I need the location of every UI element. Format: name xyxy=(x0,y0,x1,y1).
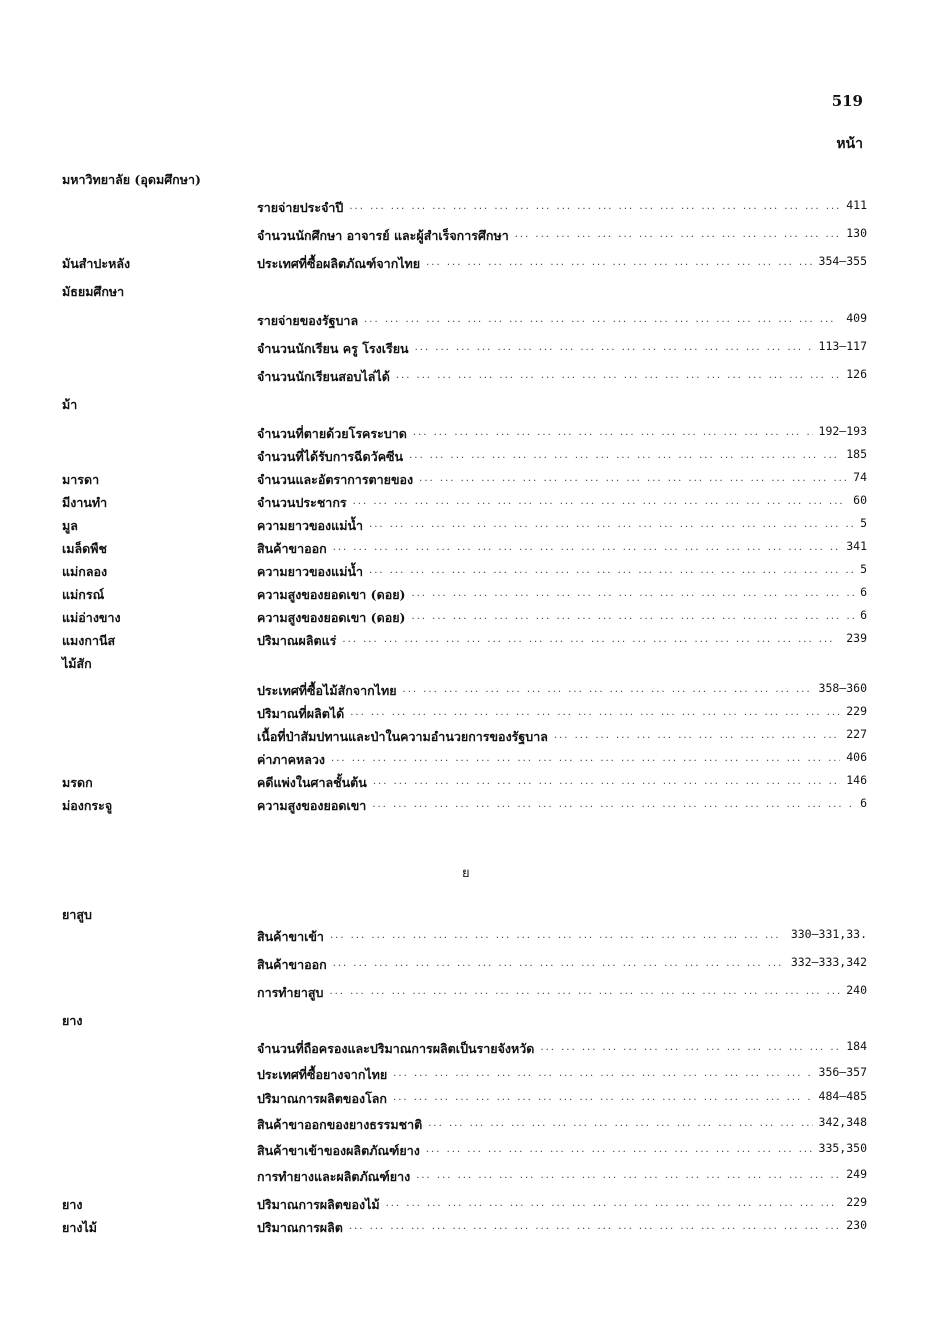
index-row xyxy=(62,1089,867,1115)
index-entry xyxy=(257,470,867,490)
entry-page-ref: 74 xyxy=(853,470,867,484)
dot-leader xyxy=(369,562,854,582)
entry-description: จำนวนที่ตายด้วยโรคระบาด xyxy=(257,426,407,441)
entry-description: จำนวนที่ได้รับการฉีดวัคซีน xyxy=(257,449,404,464)
index-entry xyxy=(257,983,867,1003)
entry-description: สินค้าขาเข้า xyxy=(257,929,324,944)
entry-description: จำนวนประชากร xyxy=(257,495,347,510)
dot-leader xyxy=(369,516,854,536)
entry-description: จำนวนและอัตราการตายของ xyxy=(257,472,414,487)
index-entry xyxy=(257,796,867,816)
entry-page-ref: 240 xyxy=(846,983,867,997)
index-row xyxy=(62,927,867,955)
index-entry xyxy=(257,1089,867,1109)
index-row xyxy=(62,585,867,608)
index-section-y xyxy=(62,905,867,1241)
entry-page-ref: 113–117 xyxy=(818,339,867,353)
entry-page-ref: 5 xyxy=(860,562,867,576)
entry-page-ref: 146 xyxy=(846,773,867,787)
entry-page-ref: 229 xyxy=(846,704,867,718)
dot-leader xyxy=(415,339,813,359)
dot-leader xyxy=(411,608,854,628)
entry-description: ปริมาณการผลิตของไม้ xyxy=(257,1197,380,1212)
index-row xyxy=(62,773,867,796)
index-entry xyxy=(257,681,867,701)
entry-description: การทำยาสูบ xyxy=(257,985,324,1000)
entry-description: ปริมาณผลิตแร่ xyxy=(257,633,337,648)
index-term: ยาง xyxy=(62,1197,83,1212)
index-row xyxy=(62,516,867,539)
index-entry xyxy=(257,1115,867,1135)
index-entry xyxy=(257,955,867,975)
index-row xyxy=(62,339,867,367)
index-row xyxy=(62,1195,867,1218)
entry-description: ความสูงของยอดเขา (ดอย) xyxy=(257,587,406,602)
entry-page-ref: 185 xyxy=(846,447,867,461)
index-row xyxy=(62,654,867,681)
index-term: แม่อ่างขาง xyxy=(62,610,121,625)
index-entry xyxy=(257,704,867,724)
index-entry xyxy=(257,1039,867,1059)
index-term: มันสำปะหลัง xyxy=(62,256,131,271)
entry-description: ความสูงของยอดเขา (ดอย) xyxy=(257,610,406,625)
index-entry xyxy=(257,608,867,628)
dot-leader xyxy=(411,585,854,605)
entry-description: จำนวนนักเรียน ครู โรงเรียน xyxy=(257,341,409,356)
dot-leader xyxy=(515,226,841,246)
dot-leader xyxy=(373,773,840,793)
dot-leader xyxy=(428,1115,812,1135)
entry-description: ปริมาณการผลิต xyxy=(257,1220,343,1235)
index-entry xyxy=(257,311,867,331)
dot-leader xyxy=(386,1195,841,1215)
index-row xyxy=(62,1115,867,1141)
entry-page-ref: 5 xyxy=(860,516,867,530)
index-row xyxy=(62,493,867,516)
index-term: ม่องกระจู xyxy=(62,798,113,813)
entry-description: จำนวนที่ถือครองและปริมาณการผลิตเป็นรายจังหวัด xyxy=(257,1041,535,1056)
index-term: มรดก xyxy=(62,775,93,790)
index-row xyxy=(62,608,867,631)
entry-page-ref: 342,348 xyxy=(818,1115,867,1129)
index-row xyxy=(62,905,867,927)
entry-page-ref: 330–331,33. xyxy=(790,927,867,941)
entry-page-ref: 6 xyxy=(860,585,867,599)
dot-leader xyxy=(330,927,785,947)
index-row xyxy=(62,1011,867,1039)
index-row xyxy=(62,198,867,226)
dot-leader xyxy=(329,983,840,1003)
dot-leader xyxy=(426,1141,813,1161)
index-row xyxy=(62,424,867,447)
dot-leader xyxy=(331,750,840,770)
entry-description: จำนวนนักศึกษา อาจารย์ และผู้สำเร็จการศึกษา xyxy=(257,228,509,243)
index-entry xyxy=(257,1195,867,1215)
index-row xyxy=(62,539,867,562)
index-entry xyxy=(257,339,867,359)
index-term: มูล xyxy=(62,518,78,533)
entry-description: สินค้าขาออก xyxy=(257,957,327,972)
entry-page-ref: 411 xyxy=(846,198,867,212)
index-row xyxy=(62,367,867,395)
dot-leader xyxy=(349,198,840,218)
entry-description: ปริมาณการผลิตของโลก xyxy=(257,1091,388,1106)
dot-leader xyxy=(333,539,841,559)
index-row xyxy=(62,1167,867,1195)
index-row xyxy=(62,681,867,704)
index-entry xyxy=(257,254,867,274)
entry-page-ref: 184 xyxy=(846,1039,867,1053)
entry-description: สินค้าขาออก xyxy=(257,541,327,556)
dot-leader xyxy=(426,254,812,274)
index-entry xyxy=(257,198,867,218)
entry-description: ความสูงของยอดเขา xyxy=(257,798,367,813)
index-entry xyxy=(257,585,867,605)
index-entry xyxy=(257,367,867,387)
entry-page-ref: 6 xyxy=(860,608,867,622)
dot-leader xyxy=(419,470,847,490)
index-term: ยาสูบ xyxy=(62,907,92,922)
dot-leader xyxy=(364,311,840,331)
index-term: มีงานทำ xyxy=(62,495,108,510)
entry-page-ref: 354–355 xyxy=(818,254,867,268)
index-row xyxy=(62,727,867,750)
entry-page-ref: 230 xyxy=(846,1218,867,1232)
index-row xyxy=(62,282,867,311)
entry-description: รายจ่ายของรัฐบาล xyxy=(257,313,359,328)
index-entry xyxy=(257,773,867,793)
index-term: แม่กลอง xyxy=(62,564,108,579)
entry-description: จำนวนนักเรียนสอบไล่ได้ xyxy=(257,369,390,384)
dot-leader xyxy=(349,1218,840,1238)
entry-page-ref: 229 xyxy=(846,1195,867,1209)
index-row xyxy=(62,631,867,654)
index-entry xyxy=(257,539,867,559)
dot-leader xyxy=(416,1167,840,1187)
index-entry xyxy=(257,516,867,536)
index-entry xyxy=(257,1167,867,1187)
index-row xyxy=(62,750,867,773)
index-row xyxy=(62,983,867,1011)
entry-description: ความยาวของแม่น้ำ xyxy=(257,564,364,579)
index-row xyxy=(62,1039,867,1065)
index-term: เมล็ดพืช xyxy=(62,541,108,556)
dot-leader xyxy=(350,704,840,724)
entry-page-ref: 406 xyxy=(846,750,867,764)
index-term: มัธยมศึกษา xyxy=(62,284,125,299)
entry-page-ref: 335,350 xyxy=(818,1141,867,1155)
dot-leader xyxy=(396,367,840,387)
index-row xyxy=(62,395,867,424)
index-entry xyxy=(257,727,867,747)
entry-description: ค่าภาคหลวง xyxy=(257,752,326,767)
index-term: ยางไม้ xyxy=(62,1220,97,1235)
entry-page-ref: 484–485 xyxy=(818,1089,867,1103)
index-term: แมงกานีส xyxy=(62,633,116,648)
index-row xyxy=(62,470,867,493)
entry-page-ref: 249 xyxy=(846,1167,867,1181)
entry-description: การทำยางและผลิตภัณฑ์ยาง xyxy=(257,1169,411,1184)
index-entry xyxy=(257,226,867,246)
entry-description: สินค้าขาออกของยางธรรมชาติ xyxy=(257,1117,423,1132)
index-row xyxy=(62,704,867,727)
entry-description: ความยาวของแม่น้ำ xyxy=(257,518,364,533)
entry-page-ref: 126 xyxy=(846,367,867,381)
entry-page-ref: 6 xyxy=(860,796,867,810)
dot-leader xyxy=(413,424,813,444)
page-column-label: หน้า xyxy=(836,136,863,152)
dot-leader xyxy=(372,796,854,816)
entry-description: ประเทศที่ซื้อไม้สักจากไทย xyxy=(257,683,397,698)
entry-description: ประเทศที่ซื้อผลิตภัณฑ์จากไทย xyxy=(257,256,421,271)
dot-leader xyxy=(409,447,840,467)
entry-page-ref: 130 xyxy=(846,226,867,240)
dot-leader xyxy=(353,493,848,513)
index-row xyxy=(62,955,867,983)
index-entry xyxy=(257,1218,867,1238)
index-entry xyxy=(257,631,867,651)
index-term: แม่กรณ์ xyxy=(62,587,105,602)
dot-leader xyxy=(554,727,840,747)
index-row xyxy=(62,311,867,339)
index-row xyxy=(62,254,867,282)
dot-leader xyxy=(403,681,813,701)
entry-page-ref: 358–360 xyxy=(818,681,867,695)
entry-description: สินค้าขาเข้าของผลิตภัณฑ์ยาง xyxy=(257,1143,420,1158)
entry-page-ref: 227 xyxy=(846,727,867,741)
index-entry xyxy=(257,424,867,444)
entry-page-ref: 332–333,342 xyxy=(790,955,867,969)
index-term: ไม้สัก xyxy=(62,656,92,671)
index-entry xyxy=(257,927,867,947)
index-row xyxy=(62,1065,867,1089)
section-letter-heading: ย xyxy=(462,866,470,881)
index-term: ยาง xyxy=(62,1013,83,1028)
entry-description: รายจ่ายประจำปี xyxy=(257,200,344,215)
index-entry xyxy=(257,493,867,513)
index-row xyxy=(62,1141,867,1167)
index-entry xyxy=(257,447,867,467)
index-entry xyxy=(257,1065,867,1085)
index-term: มารดา xyxy=(62,472,100,487)
index-row xyxy=(62,226,867,254)
entry-page-ref: 192–193 xyxy=(818,424,867,438)
index-section-m xyxy=(62,170,867,819)
dot-leader xyxy=(393,1065,812,1085)
index-term: ม้า xyxy=(62,397,78,412)
page-number: 519 xyxy=(831,92,863,110)
dot-leader xyxy=(540,1039,840,1059)
dot-leader xyxy=(342,631,840,651)
entry-description: เนื้อที่ป่าสัมปทานและป่าในความอำนวยการของรัฐบาล xyxy=(257,729,548,744)
index-row xyxy=(62,447,867,470)
dot-leader xyxy=(333,955,785,975)
entry-description: ประเทศที่ซื้อยางจากไทย xyxy=(257,1067,388,1082)
index-entry xyxy=(257,562,867,582)
entry-description: ปริมาณที่ผลิตได้ xyxy=(257,706,345,721)
entry-page-ref: 409 xyxy=(846,311,867,325)
index-entry xyxy=(257,1141,867,1161)
entry-page-ref: 341 xyxy=(846,539,867,553)
entry-page-ref: 356–357 xyxy=(818,1065,867,1079)
entry-page-ref: 239 xyxy=(846,631,867,645)
entry-page-ref: 60 xyxy=(853,493,867,507)
index-row xyxy=(62,170,867,198)
dot-leader xyxy=(393,1089,813,1109)
entry-description: คดีแพ่งในศาลชั้นต้น xyxy=(257,775,367,790)
index-row xyxy=(62,562,867,585)
index-term: มหาวิทยาลัย (อุดมศึกษา) xyxy=(62,172,201,187)
index-row xyxy=(62,1218,867,1241)
index-row xyxy=(62,796,867,819)
index-entry xyxy=(257,750,867,770)
